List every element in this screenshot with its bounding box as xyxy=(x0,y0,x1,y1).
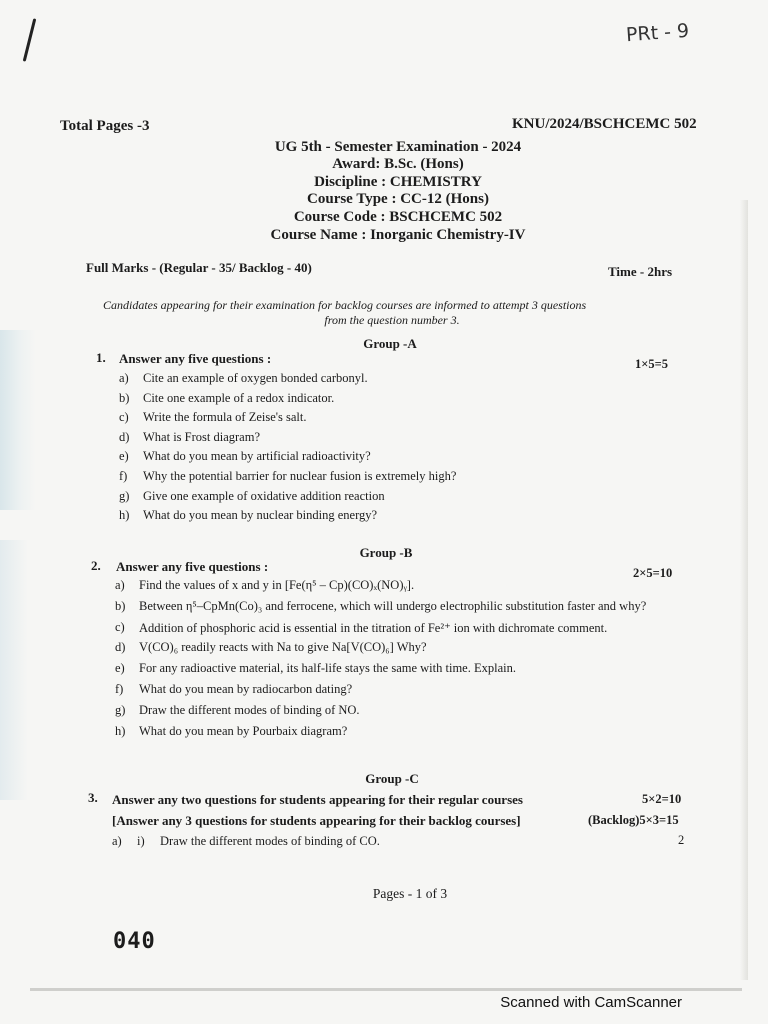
group-a-question-label: a) xyxy=(119,371,129,385)
group-b-question-text: What do you mean by radiocarbon dating? xyxy=(139,682,353,696)
question-3a-label: a) xyxy=(112,834,122,848)
paper-code: KNU/2024/BSCHCEMC 502 xyxy=(512,116,697,132)
group-b-question-label: f) xyxy=(115,682,124,696)
group-a-question-label: e) xyxy=(119,449,129,464)
group-b-question-text: Draw the different modes of binding of NO. xyxy=(139,702,360,717)
question-2-number: 2. xyxy=(91,558,101,573)
question-3-text: Answer any two questions for students appearing for their regular courses xyxy=(112,792,523,807)
group-a-question-label: h) xyxy=(119,508,130,523)
scan-edge-shadow xyxy=(0,330,36,510)
course-code: Course Code : BSCHCEMC 502 xyxy=(293,209,503,225)
page-number: Pages - 1 of 3 xyxy=(372,886,448,901)
group-a-question-label: g) xyxy=(119,488,130,503)
question-3a-i-text: Draw the different modes of binding of CO. xyxy=(160,834,380,848)
question-3a-i-label: i) xyxy=(137,834,145,848)
group-b-question-text: For any radioactive material, its half-life stays the same with time. Explain. xyxy=(139,661,516,676)
group-a-question-text: Write the formula of Zeise's salt. xyxy=(143,410,307,425)
group-a-question-text: Give one example of oxidative addition reaction xyxy=(143,488,385,503)
group-a-question-label: f) xyxy=(119,469,128,483)
group-a-question-text: Cite an example of oxygen bonded carbonyl. xyxy=(143,371,368,385)
group-a-question-label: b) xyxy=(119,390,130,405)
instructions-line-1: Candidates appearing for their examination for backlog courses are informed to attempt 3 questions xyxy=(103,298,587,312)
group-b-question-label: c) xyxy=(115,619,125,634)
group-a-question-label: d) xyxy=(119,429,130,444)
scanner-watermark: Scanned with CamScanner xyxy=(500,994,682,1011)
group-c-title: Group -C xyxy=(365,771,419,786)
course-name: Course Name : Inorganic Chemistry-IV xyxy=(270,227,526,243)
question-2-text: Answer any five questions : xyxy=(116,559,269,574)
question-3a-i-marks: 2 xyxy=(678,833,685,847)
exam-title: UG 5th - Semester Examination - 2024 xyxy=(274,139,522,155)
award: Award: B.Sc. (Hons) xyxy=(332,156,464,172)
question-2-marks: 2×5=10 xyxy=(633,566,673,580)
group-a-question-text: What do you mean by artificial radioactivity? xyxy=(143,449,371,464)
group-a-question-label: c) xyxy=(119,410,129,425)
group-b-question-label: a) xyxy=(115,578,125,592)
question-3-regular-marks: 5×2=10 xyxy=(642,792,682,806)
group-a-title: Group -A xyxy=(363,336,417,351)
total-pages: Total Pages -3 xyxy=(60,118,150,134)
question-3-backlog-marks: (Backlog)5×3=15 xyxy=(588,813,679,827)
handwritten-note: PRt - 9 xyxy=(625,19,690,47)
group-b-question-text: Between η⁵–CpMn(Co)₃ and ferrocene, which will undergo electrophilic substitution faster and why? xyxy=(139,598,647,613)
group-b-question-label: e) xyxy=(115,661,125,676)
scan-bottom-edge xyxy=(30,988,742,991)
question-3-number: 3. xyxy=(88,790,98,805)
group-a-question-text: What do you mean by nuclear binding energy? xyxy=(143,508,378,523)
group-a-question-text: Why the potential barrier for nuclear fusion is extremely high? xyxy=(143,469,457,483)
course-type: Course Type : CC-12 (Hons) xyxy=(307,191,489,207)
group-b-question-text: What do you mean by Pourbaix diagram? xyxy=(139,723,348,738)
time-allowed: Time - 2hrs xyxy=(608,264,673,279)
group-b-question-text: Addition of phosphoric acid is essential in the titration of Fe²⁺ ion with dichromate comment. xyxy=(139,620,608,635)
group-b-question-text: Find the values of x and y in [Fe(η⁵ – Cp)(CO)ₓ(NO)ᵧ]. xyxy=(139,578,415,592)
question-3-backlog-text: [Answer any 3 questions for students appearing for their backlog courses] xyxy=(112,813,521,828)
group-b-title: Group -B xyxy=(359,545,413,560)
question-1-text: Answer any five questions : xyxy=(119,351,272,366)
full-marks: Full Marks - (Regular - 35/ Backlog - 40) xyxy=(86,260,312,275)
question-1-marks: 1×5=5 xyxy=(635,357,668,371)
question-1-number: 1. xyxy=(96,350,106,365)
group-a-question-text: Cite one example of a redox indicator. xyxy=(143,390,335,405)
group-b-question-text: V(CO)₆ readily reacts with Na to give Na[V(CO)₆] Why? xyxy=(139,640,427,655)
group-a-question-text: What is Frost diagram? xyxy=(143,429,260,444)
instructions-line-2: from the question number 3. xyxy=(324,313,460,327)
discipline: Discipline : CHEMISTRY xyxy=(314,174,482,190)
scan-edge-shadow-lower xyxy=(0,540,28,800)
group-b-question-label: b) xyxy=(115,598,126,613)
group-b-question-label: d) xyxy=(115,640,126,655)
booklet-code: 040 xyxy=(113,929,156,954)
group-b-question-label: h) xyxy=(115,723,126,738)
group-b-question-label: g) xyxy=(115,702,126,717)
